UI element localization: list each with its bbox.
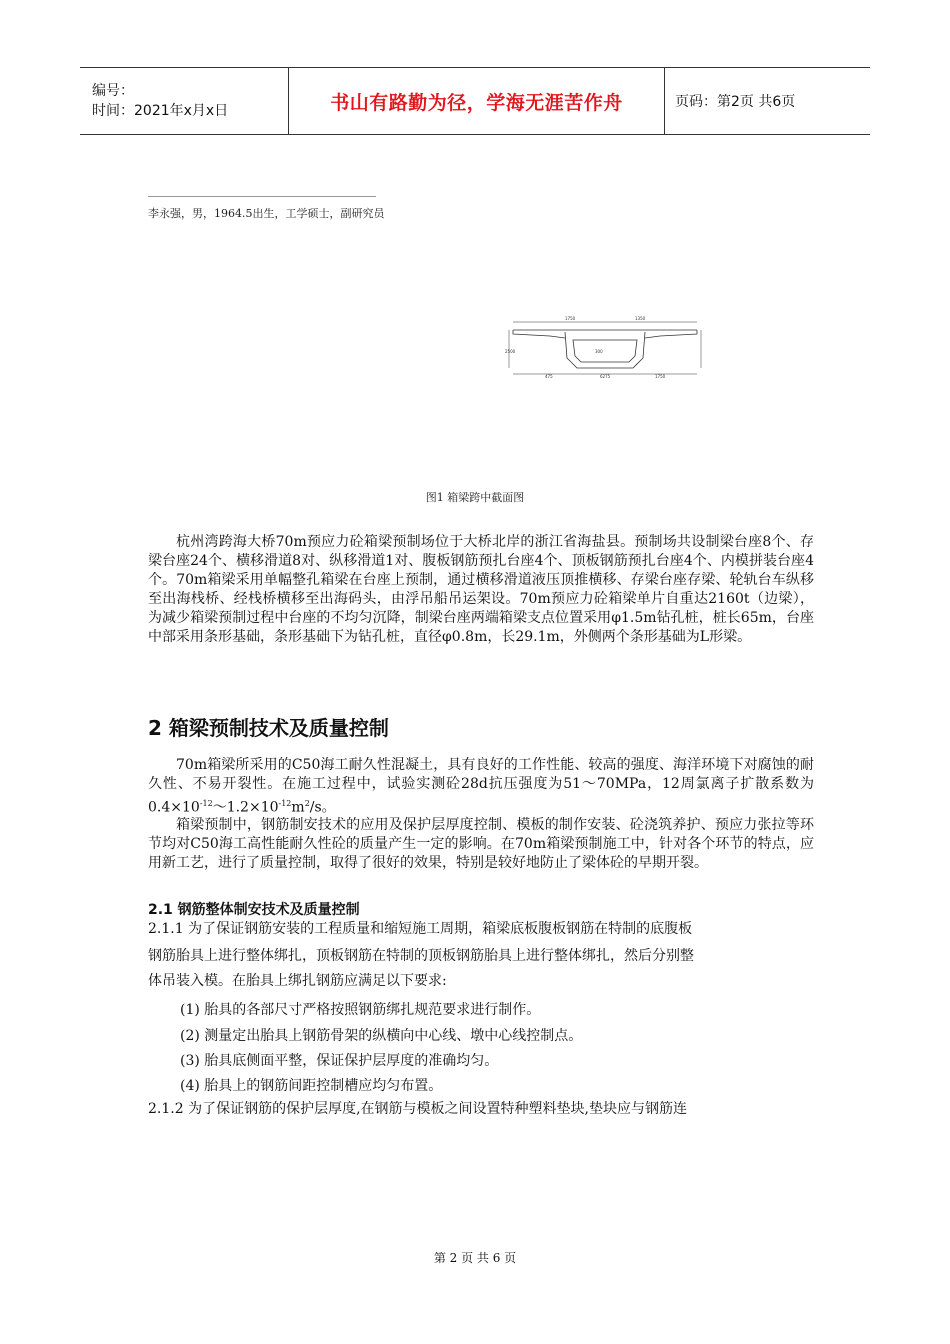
footnote-rule: [148, 196, 376, 197]
p2-exp2: -12: [278, 799, 292, 808]
figure-caption: 图1 箱梁跨中截面图: [425, 491, 525, 504]
time-label: 时间：2021年x月x日: [92, 103, 229, 119]
header-table: [80, 67, 870, 135]
section-2-1-2-line: 2.1.2 为了保证钢筋的保护层厚度,在钢筋与模板之间设置特种塑料垫块,垫块应与钢筋连: [148, 1101, 687, 1117]
header-page-info: 页码：第2页 共6页: [665, 68, 871, 135]
section-2-1-1-line1: 2.1.1 为了保证钢筋安装的工程质量和缩短施工周期，箱梁底板腹板钢筋在特制的底腹板: [148, 921, 693, 937]
box-girder-section-figure: [505, 308, 705, 378]
list-item: (4) 胎具上的钢筋间距控制槽应均匀布置。: [180, 1078, 443, 1094]
dim-bottom-3: 1750: [655, 374, 666, 378]
dim-bottom-2: 6275: [600, 374, 611, 378]
dim-top-1: 1750: [565, 316, 576, 321]
author-footnote: 李永强，男，1964.5出生，工学硕士，副研究员: [148, 207, 385, 220]
list-item: (2) 测量定出胎具上钢筋骨架的纵横向中心线、墩中心线控制点。: [180, 1028, 583, 1044]
section-2-1-1-line3: 体吊装入模。在胎具上绑扎钢筋应满足以下要求:: [148, 973, 447, 989]
number-label: 编号：: [92, 83, 134, 99]
p2-main: 70m箱梁所采用的C50海工耐久性混凝土，具有良好的工作性能、较高的强度、海洋环境下对腐蚀的耐久性、不易开裂性。在施工过程中，试验实测砼28d抗压强度为51～70MPa，12周氯离子扩散系数为0.4×10: [148, 757, 814, 816]
list-item: (3) 胎具底侧面平整，保证保护层厚度的准确均匀。: [180, 1053, 499, 1069]
p2-end: /s。: [309, 799, 336, 816]
section-2-1-title: 2.1 钢筋整体制安技术及质量控制: [148, 902, 360, 918]
section-2-1-1-line2: 钢筋胎具上进行整体绑扎，顶板钢筋在特制的顶板钢筋胎具上进行整体绑扎，然后分别整: [148, 948, 694, 964]
section-2-title: 2 箱梁预制技术及质量控制: [148, 716, 389, 740]
dim-inner-1: 300: [595, 349, 603, 354]
page-footer: 第 2 页 共 6 页: [433, 1251, 517, 1265]
paragraph-prefab: 箱梁预制中，钢筋制安技术的应用及保护层厚度控制、模板的制作安装、砼浇筑养护、预应力张拉等环节均对C50海工高性能耐久性砼的质量产生一定的影响。在70m箱梁预制施工中，针对各个环节的特点，应用新工艺，进行了质量控制，取得了很好的效果，特别是较好地防止了梁体砼的早期开裂。: [148, 817, 814, 871]
p2-exp1: -12: [199, 799, 213, 808]
list-item: (1) 胎具的各部尺寸严格按照钢筋绑扎规范要求进行制作。: [180, 1002, 541, 1018]
intro-paragraph: 杭州湾跨海大桥70m预应力砼箱梁预制场位于大桥北岸的浙江省海盐县。预制场共设制梁台座8个、存梁台座24个、横移滑道8对、纵移滑道1对、腹板钢筋预扎台座4个、顶板钢筋预扎台座4个、内模拼装台座4个。70m箱梁采用单幅整孔箱梁在台座上预制，通过横移滑道液压顶推横移、存梁台座存梁、轮轨台车纵移至出海栈桥、经栈桥横移至出海码头，由浮吊船吊运架设。70m预应力砼箱梁单片自重达2160t（边梁），为减少箱梁预制过程中台座的不均匀沉降，制梁台座两端箱梁支点位置采用φ1.5m钻孔桩，桩长65m，台座中部采用条形基础，条形基础下为钻孔桩，直径φ0.8m，长29.1m，外侧两个条形基础为L形梁。: [148, 534, 814, 645]
p2-exp3: 2: [304, 799, 310, 808]
dim-side-1: 2500: [505, 349, 516, 354]
dim-top-2: 1350: [635, 316, 646, 321]
header-slogan: 书山有路勤为径，学海无涯苦作舟: [289, 68, 665, 135]
paragraph-concrete: [148, 756, 814, 818]
header-meta: [80, 68, 289, 135]
p2-unit: m: [291, 799, 305, 816]
dim-bottom-1: 475: [545, 374, 553, 378]
p2-mid: ～1.2×10: [212, 799, 279, 816]
